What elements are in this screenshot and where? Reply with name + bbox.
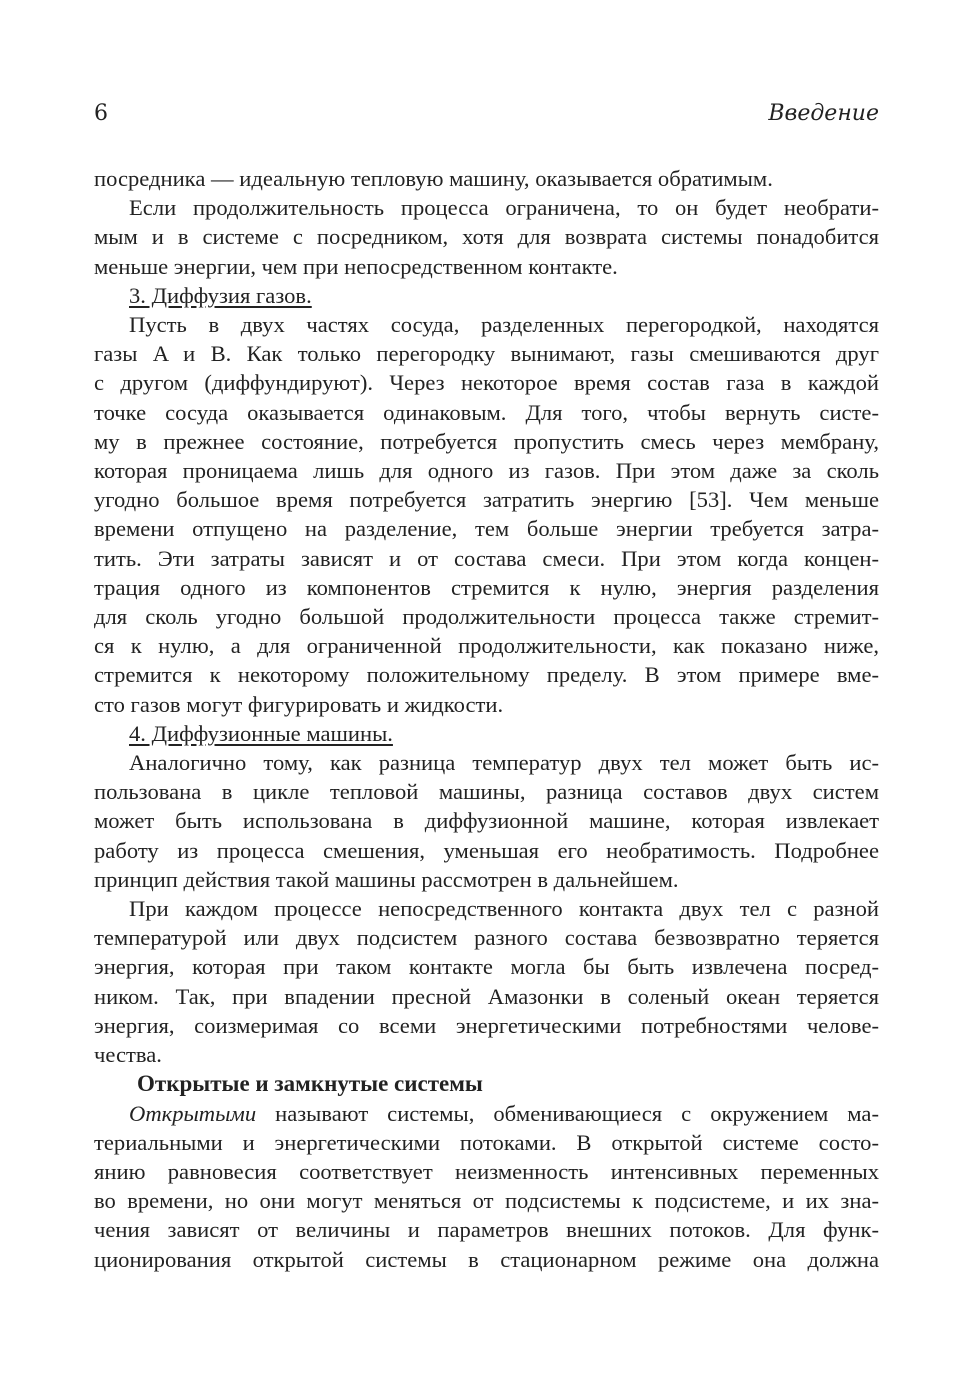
text-line: Пусть в двух частях сосуда, разделенных перегородкой, находятся bbox=[129, 312, 879, 338]
page-number: 6 bbox=[94, 101, 108, 126]
text-line: точке сосуда оказывается одинаковым. Для того, чтобы вернуть систе- bbox=[94, 399, 879, 425]
text-line: янию равновесия соответствует неизменность интенсивных переменных bbox=[94, 1158, 879, 1184]
text-line: чества. bbox=[94, 1042, 162, 1068]
text-line: ционирования открытой системы в стационарном режиме она должна bbox=[94, 1246, 879, 1272]
text-line bbox=[94, 1099, 879, 1128]
paragraph bbox=[94, 193, 879, 281]
text-line: газы A и B. Как только перегородку вынимают, газы смешиваются друг bbox=[94, 341, 879, 367]
text-line: мым и в системе с посредником, хотя для возврата системы понадобится bbox=[94, 224, 879, 250]
paragraph bbox=[94, 748, 879, 894]
text-line: стремится к некоторому положительному пределу. В этом примере вме- bbox=[94, 662, 879, 688]
paragraph bbox=[94, 894, 879, 1069]
text-line: При каждом процессе непосредственного контакта двух тел с разной bbox=[129, 896, 879, 922]
text-line: пользована в цикле тепловой машины, разница составов двух систем bbox=[94, 779, 879, 805]
subheading-diffusion-machines: 4. Диффузионные машины. bbox=[129, 720, 393, 746]
text-line: энергия, соизмеримая со всеми энергетическими потребностями челове- bbox=[94, 1012, 879, 1038]
text-line: посредника — идеальную тепловую машину, оказывается обратимым. bbox=[94, 166, 773, 191]
text-line: во времени, но они могут меняться от подсистемы к подсистеме, и их зна- bbox=[94, 1188, 879, 1214]
line-rest: называют системы, обменивающиеся с окружением ма- bbox=[256, 1100, 879, 1126]
text-line: чения зависят от величины и параметров внешних потоков. Для функ- bbox=[94, 1217, 879, 1243]
page-header bbox=[94, 101, 879, 131]
text-line: угодно большое время потребуется затратить энергию [53]. Чем меньше bbox=[94, 487, 879, 513]
text-line: ником. Так, при впадении пресной Амазонки в соленый океан теряется bbox=[94, 983, 879, 1009]
text-line: Аналогично тому, как разница температур двух тел может быть ис- bbox=[129, 750, 879, 776]
text-line: тить. Эти затраты зависят и от состава смеси. При этом когда концен- bbox=[94, 545, 879, 571]
text-line: для сколь угодно большой продолжительности процесса также стремит- bbox=[94, 604, 879, 630]
paragraph bbox=[94, 1099, 879, 1274]
text-line: работу из процесса смешения, уменьшая его необратимость. Подробнее bbox=[94, 837, 879, 863]
text-line: ся к нулю, а для ограниченной продолжительности, как показано ниже, bbox=[94, 633, 879, 659]
paragraph bbox=[94, 310, 879, 719]
text-line: энергия, которая при таком контакте могла бы быть извлечена посред- bbox=[94, 954, 879, 980]
text-line: времени отпущено на разделение, тем больше энергии требуется затра- bbox=[94, 516, 879, 542]
text-line: сто газов могут фигурировать и жидкости. bbox=[94, 691, 504, 717]
text-line: териальными и энергетическими потоками. В открытой системе состо- bbox=[94, 1129, 879, 1155]
emphasized-term: Открытыми bbox=[129, 1100, 257, 1126]
text-line: с другом (диффундируют). Через некоторое время состав газа в каждой bbox=[94, 370, 879, 396]
text-line: му в прежнее состояние, потребуется пропустить смесь через мембрану, bbox=[94, 428, 879, 454]
section-heading: Открытые и замкнутые системы bbox=[137, 1071, 483, 1097]
subheading-diffusion-gases: 3. Диффузия газов. bbox=[129, 282, 312, 308]
page-body bbox=[94, 164, 879, 1274]
text-line: может быть использована в диффузионной машине, которая извлекает bbox=[94, 808, 879, 834]
text-line: температурой или двух подсистем разного состава безвозвратно теряется bbox=[94, 925, 879, 951]
text-line: Если продолжительность процесса ограничена, то он будет необрати- bbox=[129, 195, 879, 221]
running-title: Введение bbox=[768, 101, 879, 126]
text-line: принцип действия такой машины рассмотрен в дальнейшем. bbox=[94, 866, 679, 892]
text-line: меньше энергии, чем при непосредственном контакте. bbox=[94, 253, 618, 279]
text-line: которая проницаема лишь для одного из газов. При этом даже за сколь bbox=[94, 458, 879, 484]
text-line: трация одного из компонентов стремится к нулю, энергия разделения bbox=[94, 574, 879, 600]
